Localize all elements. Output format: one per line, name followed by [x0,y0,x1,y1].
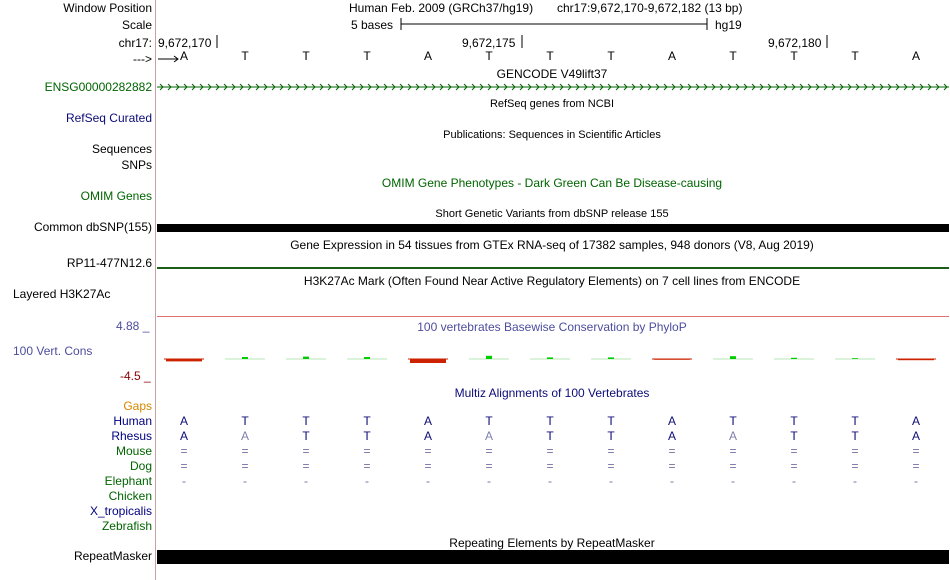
alignment-base: = [424,459,432,473]
alignment-base: - [914,474,918,488]
sequence-base: T [729,49,737,63]
scale-bar-text: 5 bases [351,18,394,32]
position-range: chr17:9,672,170-9,672,182 (13 bp) [557,1,743,15]
alignment-base: = [790,444,798,458]
alignment-base: = [790,459,798,473]
track-label-gencode[interactable]: ENSG00000282882 [44,80,152,94]
phylop-track-title: 100 vertebrates Basewise Conservation by PhyloP [417,320,687,334]
alignment-base: - [426,474,430,488]
alignment-base: - [365,474,369,488]
alignment-base: = [302,444,310,458]
phylop-score-bar [791,358,797,359]
alignment-base: - [609,474,613,488]
sequence-base: A [911,49,921,63]
alignment-base: - [670,474,674,488]
track-label-repeatmasker[interactable]: RepeatMasker [73,549,152,563]
phylop-score-bar [852,358,858,359]
phylop-score-bar [486,356,492,359]
alignment-species-label[interactable]: Mouse [115,444,152,458]
publications-track-title: Publications: Sequences in Scientific Articles [443,129,661,141]
alignment-species-label[interactable]: Dog [129,459,152,473]
alignment-base: = [180,444,188,458]
alignment-base: A [667,414,677,428]
sequence-base: T [363,49,371,63]
alignment-base: = [546,459,554,473]
alignment-base: T [607,414,615,428]
alignment-base: - [182,474,186,488]
alignment-base: A [728,429,738,443]
sequence-base: T [790,49,798,63]
repeatmasker-track-title: Repeating Elements by RepeatMasker [449,536,655,550]
alignment-base: - [853,474,857,488]
alignment-base: T [241,414,249,428]
phylop-score-bar [242,357,248,359]
phylop-score-bar [166,359,202,361]
phylop-score-bar [654,359,690,360]
sequence-base: T [485,49,493,63]
track-label-gaps[interactable]: Gaps [123,399,152,413]
alignment-base: A [179,429,189,443]
scale-bar-db: hg19 [715,18,742,32]
alignment-base: = [363,459,371,473]
alignment-base: - [792,474,796,488]
phylop-score-bar [730,356,736,359]
alignment-base: = [668,459,676,473]
dbsnp-track-title: Short Genetic Variants from dbSNP release 155 [435,208,669,220]
sequence-base: A [179,49,189,63]
alignment-base: T [363,414,371,428]
alignment-base: = [912,459,920,473]
alignment-species-label[interactable]: X_tropicalis [89,504,152,518]
track-label-sequences[interactable]: Sequences [91,142,152,156]
track-label-gtex[interactable]: RP11-477N12.6 [66,256,152,270]
phylop-plot [164,356,936,363]
alignment-base: = [729,459,737,473]
alignment-species-label[interactable]: Elephant [104,474,152,488]
alignment-base: T [546,429,554,443]
cons-min-value: -4.5 _ [120,369,151,383]
alignment-base: - [243,474,247,488]
alignment-base: T [485,414,493,428]
gtex-track-title: Gene Expression in 54 tissues from GTEx RNA-seq of 17382 samples, 948 donors (V8, Aug 2019) [290,238,814,252]
alignment-base: A [423,414,433,428]
alignment-base: A [423,429,433,443]
alignment-base: = [485,459,493,473]
strand-arrow-label: ---> [133,52,152,66]
alignment-base: A [484,429,494,443]
alignment-base: - [548,474,552,488]
alignment-base: = [851,444,859,458]
alignment-base: = [729,444,737,458]
alignment-base: = [912,444,920,458]
ruler-coord-3: 9,672,180 [768,36,822,50]
gencode-track-title: GENCODE V49lift37 [496,67,608,81]
alignment-base: T [607,429,615,443]
phylop-score-bar [898,359,934,360]
track-label-common-snp[interactable]: Common dbSNP(155) [33,220,152,234]
alignment-base: = [668,444,676,458]
alignment-base: - [487,474,491,488]
alignment-base: T [851,414,859,428]
alignment-base: = [302,459,310,473]
chrom-label: chr17: [118,36,152,50]
alignment-base: T [790,429,798,443]
alignment-base: = [546,444,554,458]
alignment-base: A [911,414,921,428]
alignment-base: T [363,429,371,443]
alignment-base: T [546,414,554,428]
alignment-base: A [911,429,921,443]
phylop-score-bar [547,357,553,359]
alignment-base: T [302,429,310,443]
track-label-conservation[interactable]: 100 Vert. Cons [13,344,93,358]
sequence-base: A [667,49,677,63]
scale-label: Scale [121,18,152,32]
track-label-snps[interactable]: SNPs [121,158,152,172]
phylop-score-bar [608,357,614,359]
window-position-label: Window Position [63,1,152,15]
sequence-base: T [607,49,615,63]
ruler-coord-2: 9,672,175 [462,36,516,50]
sequence-base: T [241,49,249,63]
alignment-base: A [667,429,677,443]
alignment-base: = [180,459,188,473]
alignment-base: T [851,429,859,443]
alignment-base: = [607,459,615,473]
alignment-species-label[interactable]: Rhesus [111,429,152,443]
sequence-base: T [546,49,554,63]
phylop-score-bar [410,359,446,363]
track-label-refseq[interactable]: RefSeq Curated [65,111,152,125]
h3k27ac-track-title: H3K27Ac Mark (Often Found Near Active Regulatory Elements) on 7 cell lines from ENCODE [303,274,801,288]
sequence-base: T [302,49,310,63]
sequence-base: A [423,49,433,63]
alignment-base: = [485,444,493,458]
track-label-h3k27ac[interactable]: Layered H3K27Ac [13,287,111,301]
phylop-score-bar [364,357,370,359]
alignment-base: A [240,429,250,443]
alignment-species-label[interactable]: Chicken [108,489,152,503]
alignment-base: - [731,474,735,488]
alignment-base: = [241,444,249,458]
alignment-base: = [363,444,371,458]
alignment-base: = [424,444,432,458]
alignment-base: - [304,474,308,488]
multiz-track-title: Multiz Alignments of 100 Vertebrates [454,386,650,400]
assembly-name: Human Feb. 2009 (GRCh37/hg19) [349,1,534,15]
refseq-track-title: RefSeq genes from NCBI [489,98,615,110]
alignment-species-label[interactable]: Human [113,414,152,428]
alignment-base: T [790,414,798,428]
alignment-base: T [302,414,310,428]
alignment-base: T [729,414,737,428]
alignment-base: = [851,459,859,473]
alignment-base: = [607,444,615,458]
omim-track-title: OMIM Gene Phenotypes - Dark Green Can Be Disease-causing [381,176,723,190]
alignment-base: A [179,414,189,428]
phylop-score-bar [303,357,309,359]
track-label-omim[interactable]: OMIM Genes [80,189,152,203]
cons-max-value: 4.88 _ [116,319,150,333]
sequence-base: T [851,49,859,63]
alignment-species-label[interactable]: Zebrafish [101,519,152,533]
alignment-base: = [241,459,249,473]
ruler-coord-1: 9,672,170 [158,36,212,50]
